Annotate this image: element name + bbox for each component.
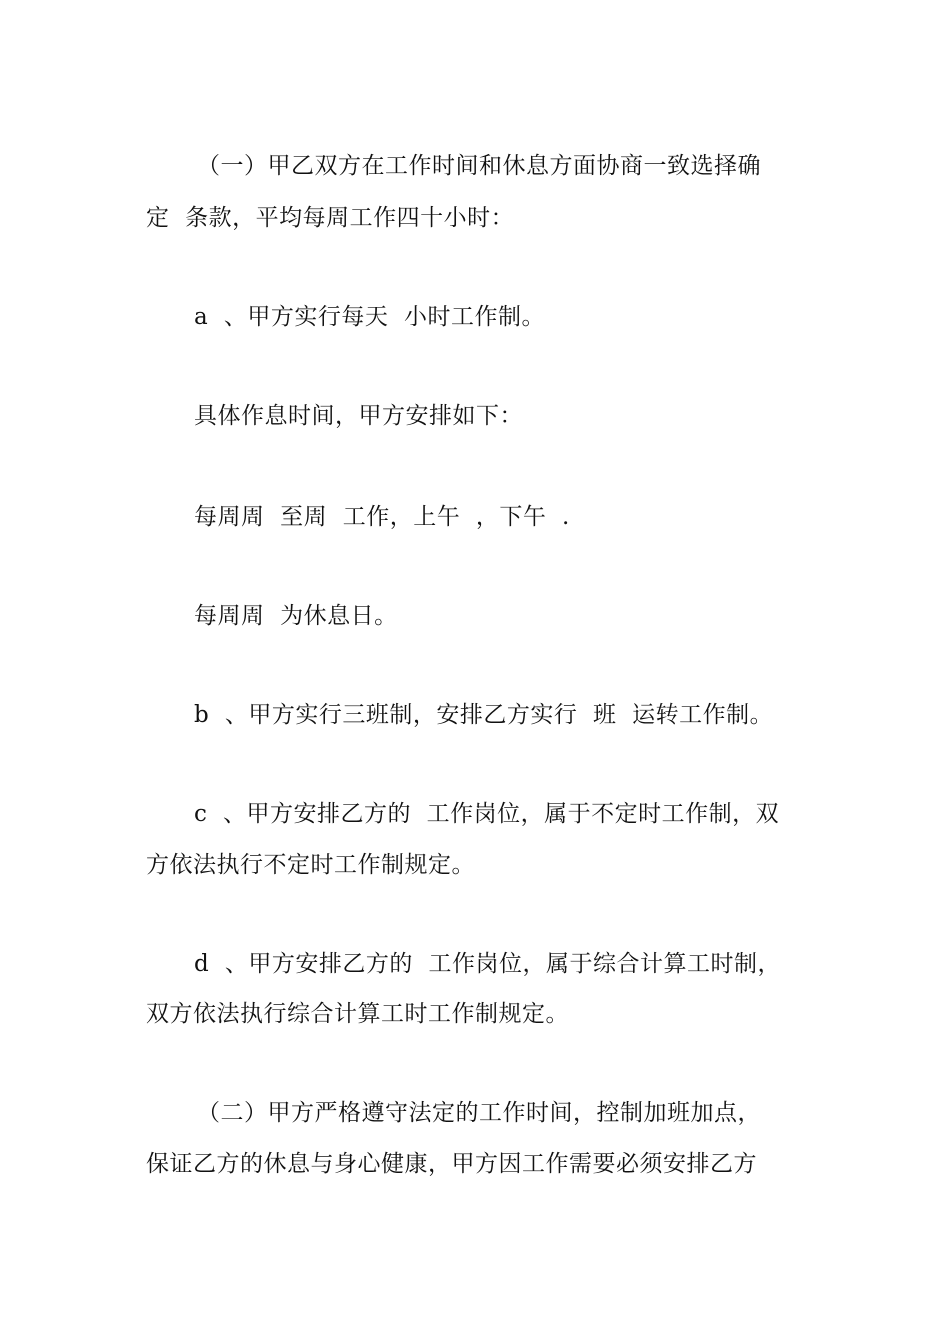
paragraph-9-line-2: 保证乙方的休息与身心健康，甲方因工作需要必须安排乙方 xyxy=(146,1151,757,1177)
paragraph-7-line-2: 方依法执行不定时工作制规定。 xyxy=(146,852,475,878)
paragraph-5-line-1: 每周周 为休息日。 xyxy=(194,603,398,629)
paragraph-8-line-2: 双方依法执行综合计算工时工作制规定。 xyxy=(146,1001,569,1027)
paragraph-9-line-1: （二）甲方严格遵守法定的工作时间，控制加班加点， xyxy=(197,1100,761,1126)
paragraph-7-line-1: c 、甲方安排乙方的 工作岗位，属于不定时工作制，双 xyxy=(194,801,780,827)
paragraph-2-line-1: a 、甲方实行每天 小时工作制。 xyxy=(194,304,545,330)
paragraph-3-line-1: 具体作息时间，甲方安排如下： xyxy=(194,403,523,429)
paragraph-6-line-1: b 、甲方实行三班制，安排乙方实行 班 运转工作制。 xyxy=(194,702,774,728)
paragraph-1-line-1: （一）甲乙双方在工作时间和休息方面协商一致选择确 xyxy=(197,153,761,179)
paragraph-1-line-2: 定 条款，平均每周工作四十小时： xyxy=(146,205,515,231)
paragraph-8-line-1: d 、甲方安排乙方的 工作岗位，属于综合计算工时制， xyxy=(194,951,781,977)
paragraph-4-line-1: 每周周 至周 工作，上午 ，下午 . xyxy=(194,504,570,530)
